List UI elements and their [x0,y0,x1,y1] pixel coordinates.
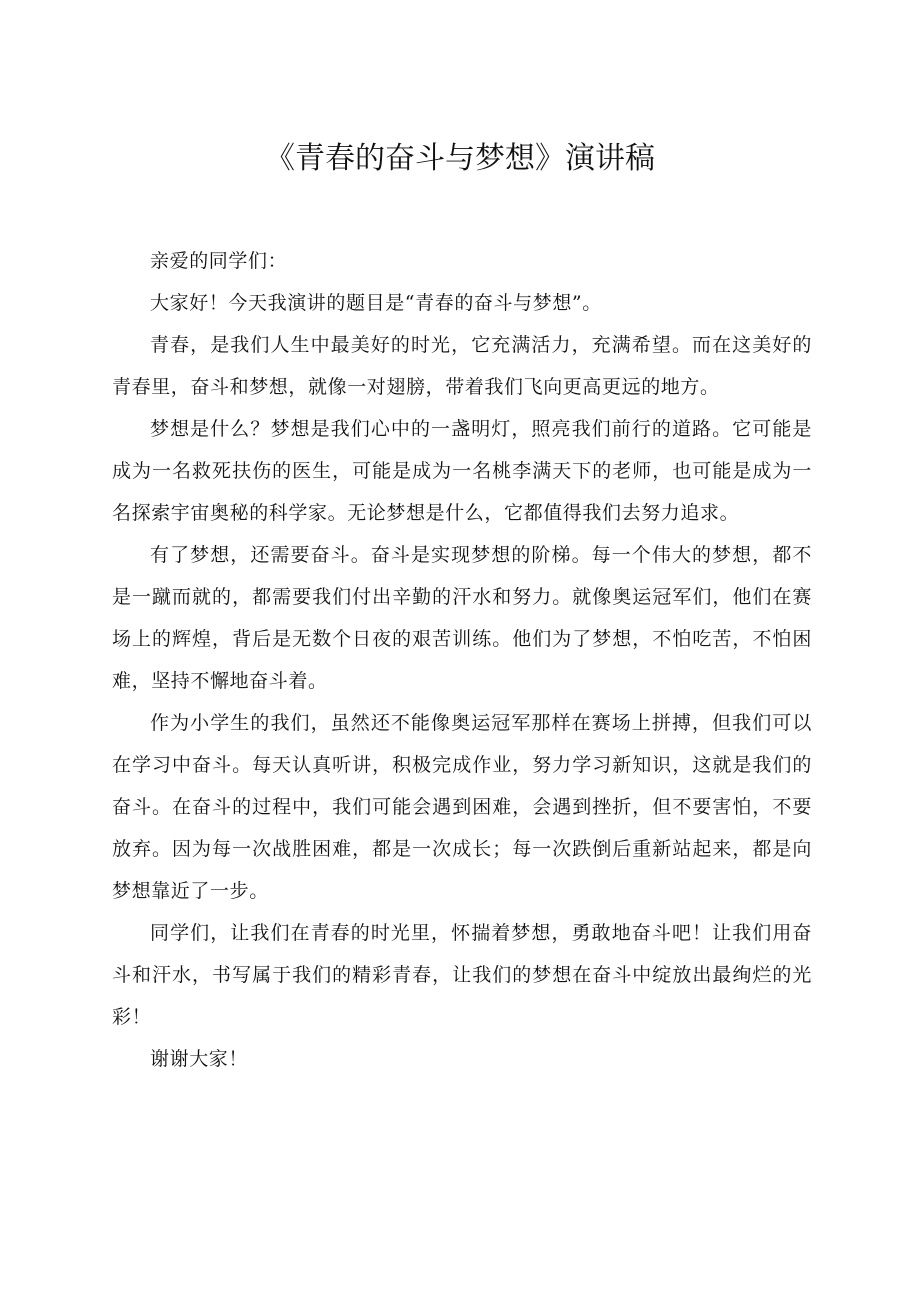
paragraph-greeting: 亲爱的同学们： [150,250,288,272]
paragraph-call-to-action: 同学们，让我们在青春的时光里，怀揣着梦想，勇敢地奋斗吧！让我们用奋斗和汗水，书写属于我们的精彩青春，让我们的梦想在奋斗中绽放出最绚烂的光彩！ [112,922,812,1028]
paragraph-youth: 青春，是我们人生中最美好的时光，它充满活力，充满希望。而在这美好的青春里，奋斗和梦想，就像一对翅膀，带着我们飞向更高更远的地方。 [112,334,812,398]
paragraph-struggle: 有了梦想，还需要奋斗。奋斗是实现梦想的阶梯。每一个伟大的梦想，都不是一蹴而就的，都需要我们付出辛勤的汗水和努力。就像奥运冠军们，他们在赛场上的辉煌，背后是无数个日夜的艰苦训练。他们为了梦想，不怕吃苦，不怕困难，坚持不懈地奋斗着。 [112,544,812,692]
paragraph-opening: 大家好！今天我演讲的题目是“青春的奋斗与梦想”。 [150,292,602,314]
paragraph-thanks: 谢谢大家！ [150,1048,249,1070]
document-body [112,240,812,1080]
paragraph-dream: 梦想是什么？梦想是我们心中的一盏明灯，照亮我们前行的道路。它可能是成为一名救死扶伤的医生，可能是成为一名桃李满天下的老师，也可能是成为一名探索宇宙奥秘的科学家。无论梦想是什么，它都值得我们去努力追求。 [112,418,812,524]
document-title: 《青春的奋斗与梦想》演讲稿 [265,141,655,176]
paragraph-students: 作为小学生的我们，虽然还不能像奥运冠军那样在赛场上拼搏，但我们可以在学习中奋斗。每天认真听讲，积极完成作业，努力学习新知识，这就是我们的奋斗。在奋斗的过程中，我们可能会遇到困难，会遇到挫折，但不要害怕，不要放弃。因为每一次战胜困难，都是一次成长；每一次跌倒后重新站起来，都是向梦想靠近了一步。 [112,712,812,902]
